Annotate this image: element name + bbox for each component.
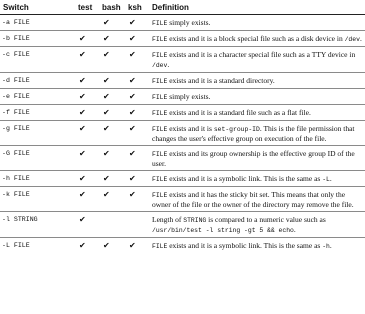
switch-cell: -e FILE (0, 89, 75, 105)
ksh-support-check-icon: ✔ (125, 187, 149, 212)
definition-cell (149, 47, 365, 73)
definition-cell (149, 212, 365, 238)
definition-text: . (329, 241, 332, 250)
definition-text: . (359, 34, 362, 43)
bash-support-check-icon: ✔ (99, 15, 125, 31)
ksh-support-check-icon: ✔ (125, 31, 149, 47)
definition-cell (149, 121, 365, 146)
test-support-check-icon: ✔ (75, 212, 99, 238)
switch-cell: -L FILE (2, 242, 30, 249)
definition-text: exists and its group ownership is the effective group ID of the user. (152, 149, 355, 168)
code-literal: FILE (152, 20, 168, 27)
code-literal: FILE (152, 94, 168, 101)
table-row (0, 187, 365, 212)
switch-cell: -a FILE (0, 15, 75, 31)
ksh-support-check-icon: ✔ (125, 89, 149, 105)
bash-support-check-icon: ✔ (99, 47, 125, 73)
bash-support-check-icon: ✔ (99, 73, 125, 89)
test-support-check-icon: ✔ (75, 121, 99, 146)
table-row (0, 105, 365, 121)
bash-support-check-icon: ✔ (103, 241, 110, 250)
ksh-support-check-icon: ✔ (125, 105, 149, 121)
table-row (0, 238, 365, 254)
table-row (0, 15, 365, 31)
code-literal: /dev (344, 36, 360, 43)
bash-support-check-icon: ✔ (99, 31, 125, 47)
table-row (0, 73, 365, 89)
definition-text: exists and it is (167, 124, 214, 133)
definition-text: . This is the file permission that changes the user's effective group on execution of the file. (152, 124, 355, 143)
definition-text: exists and it is a character special file such as a TTY device in (167, 50, 356, 59)
ksh-support-check-icon: ✔ (125, 171, 149, 187)
bash-support-check-icon: ✔ (99, 171, 125, 187)
definition-cell (149, 73, 365, 89)
definition-cell (149, 171, 365, 187)
switch-cell: -G FILE (0, 146, 75, 171)
code-literal: set-group-ID (213, 126, 260, 133)
code-literal: FILE (152, 176, 168, 183)
bash-support-check-icon: ✔ (99, 187, 125, 212)
test-support-check-icon: ✔ (75, 187, 99, 212)
definition-text: exists and it is a symbolic link. This is the same as (167, 241, 323, 250)
test-support-check-icon: ✔ (75, 171, 99, 187)
switch-cell: -b FILE (0, 31, 75, 47)
definition-text: is compared to a numeric value such as (206, 215, 326, 224)
code-literal: FILE (152, 110, 168, 117)
ksh-support-check-icon: ✔ (125, 47, 149, 73)
definition-cell (149, 105, 365, 121)
definition-text: . (167, 60, 170, 69)
code-literal: FILE (152, 151, 168, 158)
code-literal: /usr/bin/test -l string -gt 5 && echo (152, 227, 294, 234)
definition-text: . (293, 225, 296, 234)
table-body (0, 15, 365, 254)
bash-support-check-icon: ✔ (99, 146, 125, 171)
test-support-check-icon: ✔ (75, 47, 99, 73)
definition-text: simply exists. (167, 18, 211, 27)
code-literal: FILE (152, 78, 168, 85)
code-literal: -L (322, 176, 330, 183)
definition-text: exists and it is a block special file such as a disk device in (167, 34, 345, 43)
switch-cell: -f FILE (0, 105, 75, 121)
definition-cell (149, 187, 365, 212)
bash-support-check-icon (99, 212, 125, 238)
switch-cell: -h FILE (0, 171, 75, 187)
ksh-support-check-icon: ✔ (125, 121, 149, 146)
table-row (0, 47, 365, 73)
table-header-row (0, 0, 365, 15)
code-literal: FILE (152, 52, 168, 59)
test-support-check-icon: ✔ (79, 241, 86, 250)
header-ksh: ksh (125, 0, 149, 15)
table-row (0, 31, 365, 47)
definition-text: exists and it is a symbolic link. This is the same as (167, 174, 323, 183)
test-support-check-icon: ✔ (75, 105, 99, 121)
ksh-support-check-icon: ✔ (129, 241, 136, 250)
header-test: test (75, 0, 99, 15)
definition-text: Length of (152, 215, 184, 224)
definition-text: . (329, 174, 332, 183)
test-support-check-icon: ✔ (75, 146, 99, 171)
definition-text: exists and it is a standard directory. (167, 76, 275, 85)
ksh-support-check-icon: ✔ (125, 15, 149, 31)
code-literal: FILE (152, 126, 168, 133)
switch-cell: -c FILE (0, 47, 75, 73)
bash-support-check-icon: ✔ (99, 121, 125, 146)
table-row (0, 171, 365, 187)
table-row (0, 212, 365, 238)
code-literal: FILE (152, 192, 168, 199)
definition-cell (149, 31, 365, 47)
code-literal: STRING (183, 217, 207, 224)
definition-cell (149, 15, 365, 31)
bash-support-check-icon: ✔ (99, 89, 125, 105)
code-literal: FILE (152, 36, 168, 43)
test-support-check-icon: ✔ (75, 89, 99, 105)
switch-cell: -l STRING (0, 212, 75, 238)
code-literal: -h (322, 243, 330, 250)
table-row (0, 146, 365, 171)
definition-text: exists and it has the sticky bit set. This means that only the owner of the file or the owner of the directory may remove the file. (152, 190, 354, 209)
definition-cell (149, 238, 365, 254)
switch-cell: -k FILE (0, 187, 75, 212)
switch-cell: -d FILE (0, 73, 75, 89)
switch-cell: -g FILE (0, 121, 75, 146)
test-support-check-icon (75, 15, 99, 31)
definition-text: simply exists. (167, 92, 211, 101)
definition-text: exists and it is a standard file such as a flat file. (167, 108, 311, 117)
definition-cell (149, 89, 365, 105)
ksh-support-check-icon: ✔ (125, 73, 149, 89)
ksh-support-check-icon: ✔ (125, 146, 149, 171)
ksh-support-check-icon (125, 212, 149, 238)
test-support-check-icon: ✔ (75, 73, 99, 89)
code-literal: FILE (152, 243, 168, 250)
table-row (0, 121, 365, 146)
header-definition: Definition (149, 0, 365, 15)
header-switch: Switch (0, 0, 75, 15)
table-row (0, 89, 365, 105)
header-bash: bash (99, 0, 125, 15)
test-support-check-icon: ✔ (75, 31, 99, 47)
definition-cell (149, 146, 365, 171)
bash-support-check-icon: ✔ (99, 105, 125, 121)
code-literal: /dev (152, 62, 168, 69)
